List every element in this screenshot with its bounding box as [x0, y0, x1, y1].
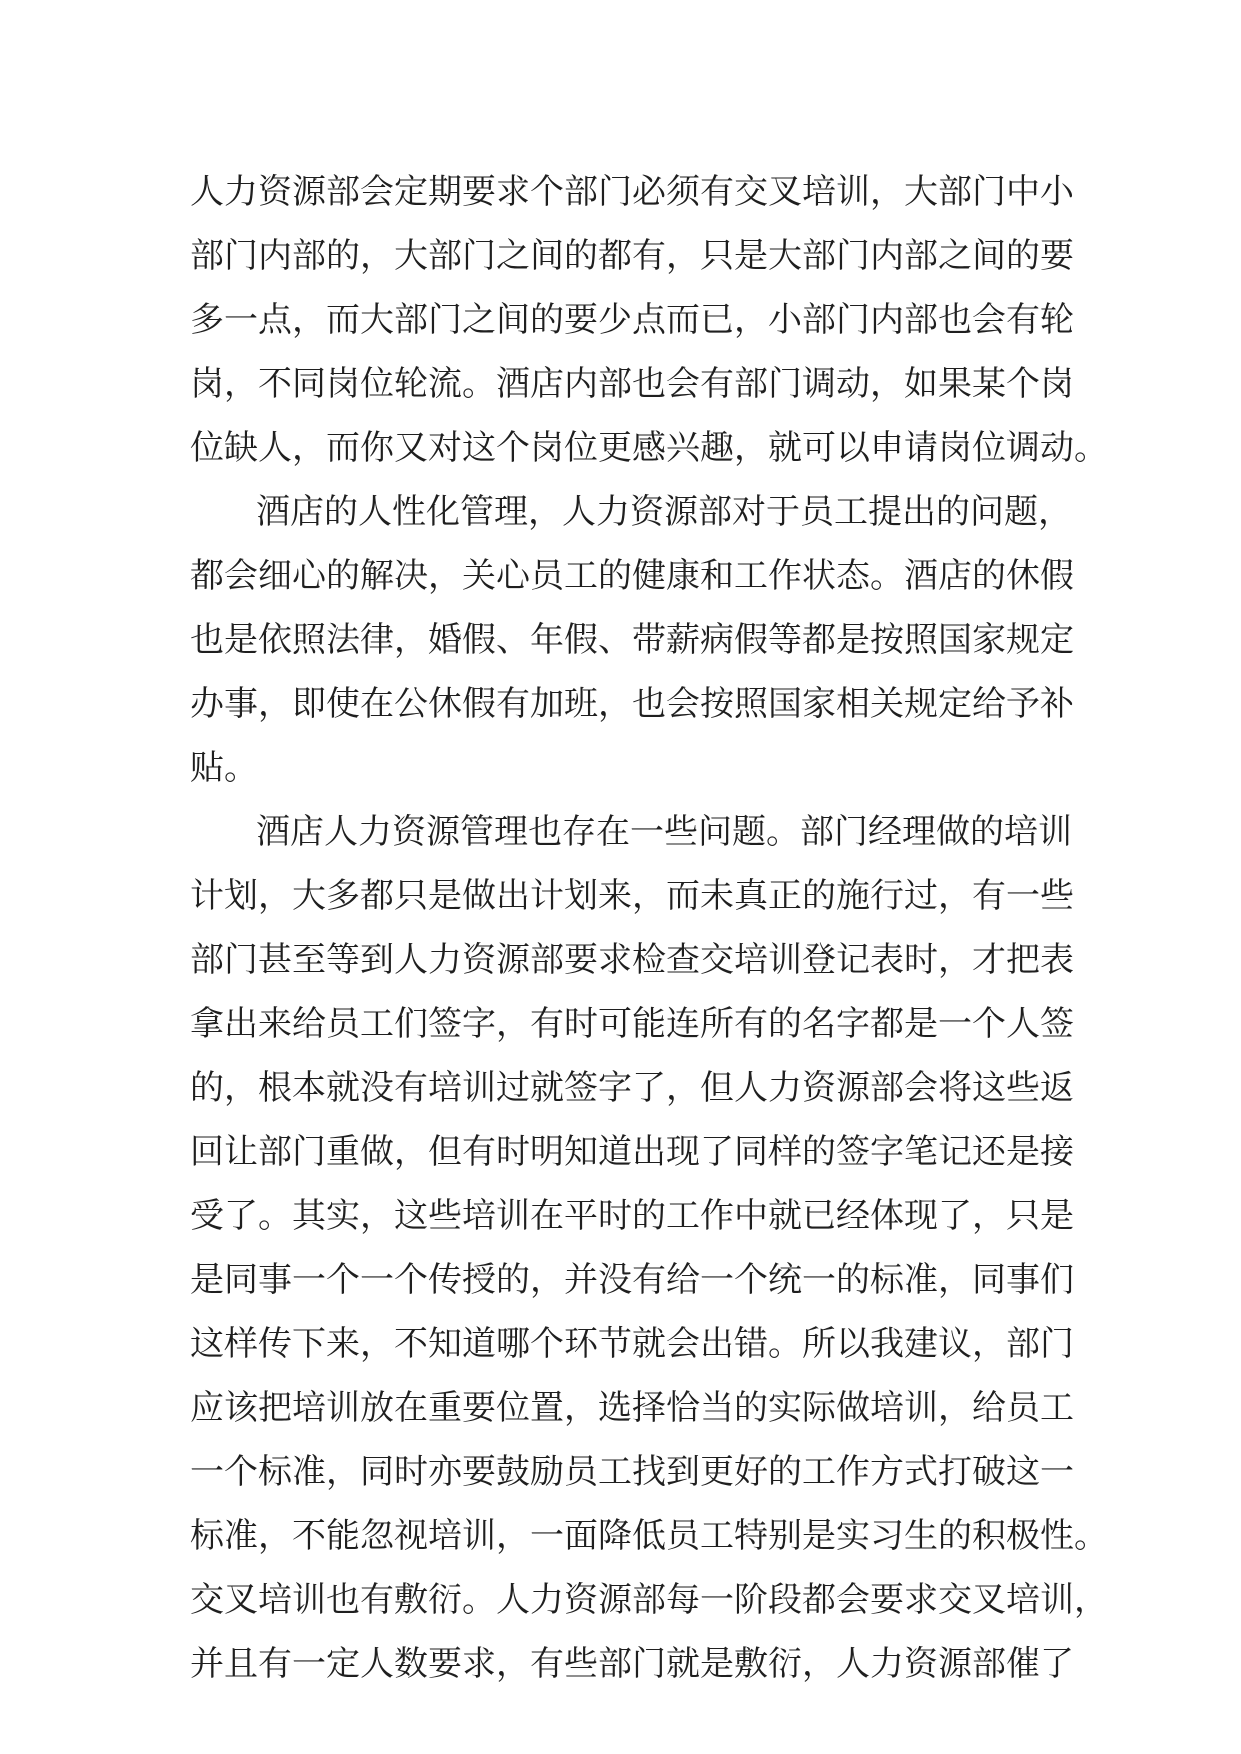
text-line: 酒店的人性化管理，人力资源部对于员工提出的问题， — [256, 492, 1072, 532]
text-line: 一个标准，同时亦要鼓励员工找到更好的工作方式打破这一 — [190, 1452, 1074, 1492]
text-line: 拿出来给员工们签字，有时可能连所有的名字都是一个人签 — [190, 1004, 1074, 1044]
text-line: 部门内部的，大部门之间的都有，只是大部门内部之间的要 — [190, 236, 1074, 276]
text-line: 部门甚至等到人力资源部要求检查交培训登记表时，才把表 — [190, 940, 1074, 980]
text-line: 计划，大多都只是做出计划来，而未真正的施行过，有一些 — [190, 876, 1074, 916]
text-line: 办事，即使在公休假有加班，也会按照国家相关规定给予补 — [190, 684, 1074, 724]
text-line: 的，根本就没有培训过就签字了，但人力资源部会将这些返 — [190, 1068, 1074, 1108]
text-line: 是同事一个一个传授的，并没有给一个统一的标准，同事们 — [190, 1260, 1074, 1300]
text-line: 交叉培训也有敷衍。人力资源部每一阶段都会要求交叉培训， — [190, 1580, 1108, 1620]
text-line: 多一点，而大部门之间的要少点而已，小部门内部也会有轮 — [190, 300, 1074, 340]
text-line: 岗，不同岗位轮流。酒店内部也会有部门调动，如果某个岗 — [190, 364, 1074, 404]
text-line: 这样传下来，不知道哪个环节就会出错。所以我建议，部门 — [190, 1324, 1074, 1364]
text-line: 贴。 — [190, 748, 258, 788]
text-line: 回让部门重做，但有时明知道出现了同样的签字笔记还是接 — [190, 1132, 1074, 1172]
text-line: 位缺人，而你又对这个岗位更感兴趣，就可以申请岗位调动。 — [190, 428, 1108, 468]
text-line: 受了。其实，这些培训在平时的工作中就已经体现了，只是 — [190, 1196, 1074, 1236]
text-line: 都会细心的解决，关心员工的健康和工作状态。酒店的休假 — [190, 556, 1074, 596]
text-line: 并且有一定人数要求，有些部门就是敷衍，人力资源部催了 — [190, 1644, 1074, 1684]
text-line: 应该把培训放在重要位置，选择恰当的实际做培训，给员工 — [190, 1388, 1074, 1428]
text-line: 酒店人力资源管理也存在一些问题。部门经理做的培训 — [256, 812, 1072, 852]
body-text — [190, 160, 1108, 1696]
text-line: 人力资源部会定期要求个部门必须有交叉培训，大部门中小 — [190, 172, 1074, 212]
text-line: 标准，不能忽视培训，一面降低员工特别是实习生的积极性。 — [190, 1516, 1108, 1556]
text-line: 也是依照法律，婚假、年假、带薪病假等都是按照国家规定 — [190, 620, 1074, 660]
